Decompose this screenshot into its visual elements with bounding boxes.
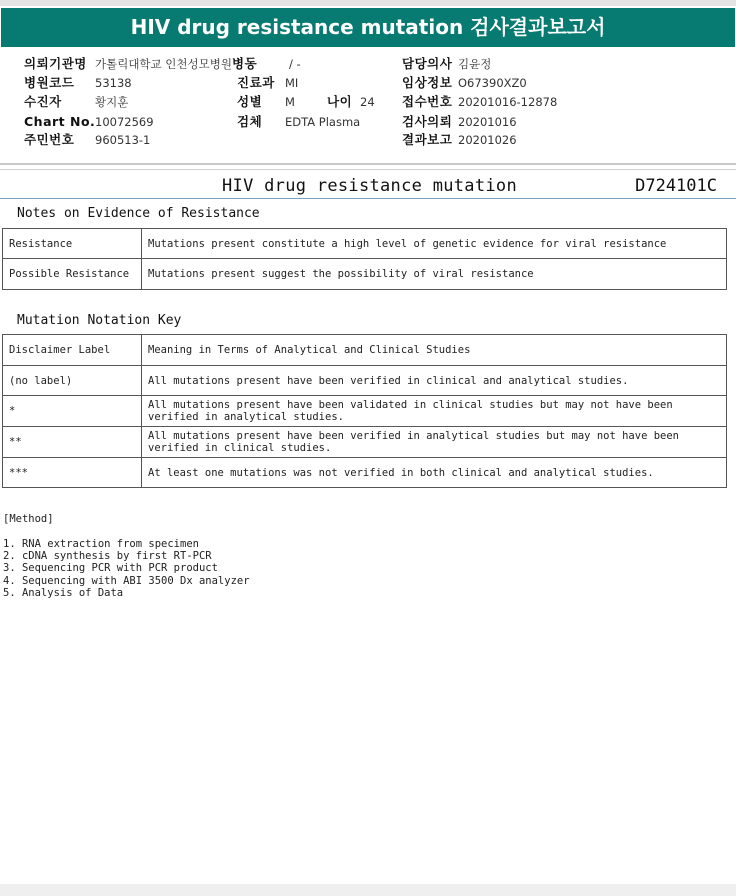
- label-resident-number: 주민번호: [24, 132, 75, 147]
- report-code: D724101C: [635, 176, 717, 196]
- value-sex: M: [285, 95, 295, 109]
- method-step: 3. Sequencing PCR with PCR product: [3, 562, 218, 575]
- method-heading: [Method]: [3, 513, 54, 525]
- notation-label: ***: [3, 458, 142, 488]
- notation-heading: Mutation Notation Key: [17, 313, 182, 328]
- label-chart-no: Chart No.: [24, 114, 96, 129]
- patient-info-section: [0, 49, 736, 165]
- value-hospital-code: 53138: [95, 76, 132, 90]
- report-title: HIV drug resistance mutation: [222, 176, 517, 196]
- notation-label: Disclaimer Label: [3, 335, 142, 366]
- table-row: [3, 335, 727, 366]
- notation-table: [2, 334, 727, 488]
- value-receipt-number: 20201016-12878: [458, 95, 558, 109]
- notation-label: (no label): [3, 366, 142, 396]
- label-patient-name: 수진자: [24, 94, 62, 109]
- label-report-date: 결과보고: [402, 132, 453, 147]
- table-row: [3, 366, 727, 396]
- method-step: 1. RNA extraction from specimen: [3, 538, 199, 550]
- evidence-text: Mutations present suggest the possibility of viral resistance: [142, 259, 727, 290]
- info-row: [0, 55, 736, 73]
- evidence-table: [2, 228, 727, 290]
- info-row: [0, 131, 736, 149]
- table-row: [3, 259, 727, 290]
- label-attending-doctor: 담당의사: [402, 56, 453, 71]
- notation-label: **: [3, 427, 142, 458]
- report-title-bar: [0, 172, 736, 198]
- label-sex: 성별: [237, 94, 263, 109]
- evidence-heading: Notes on Evidence of Resistance: [17, 206, 260, 221]
- method-step: 5. Analysis of Data: [3, 586, 124, 599]
- label-age: 나이: [327, 94, 353, 109]
- notation-text: All mutations present have been validated in clinical studies but may not have been verified in analytical studies.: [142, 396, 727, 427]
- table-row: [3, 396, 727, 427]
- notation-text: All mutations present have been verified in analytical studies but may not have been verified in clinical studies.: [142, 427, 727, 458]
- value-requesting-institution: 가톨릭대학교 인천성모병원: [95, 57, 232, 71]
- value-department: MI: [285, 76, 299, 90]
- label-specimen: 검체: [237, 114, 263, 129]
- value-age: 24: [360, 95, 375, 109]
- value-attending-doctor: 김윤정: [458, 57, 492, 71]
- value-test-request-date: 20201016: [458, 115, 517, 129]
- top-border: [0, 0, 736, 6]
- evidence-label: Possible Resistance: [3, 259, 142, 290]
- table-row: [3, 229, 727, 259]
- table-row: [3, 458, 727, 488]
- notation-text: Meaning in Terms of Analytical and Clinical Studies: [142, 335, 727, 366]
- label-test-request-date: 검사의뢰: [402, 114, 453, 129]
- table-row: [3, 427, 727, 458]
- info-row: [0, 113, 736, 131]
- bottom-border: [0, 884, 736, 896]
- label-receipt-number: 접수번호: [402, 94, 453, 109]
- divider: [0, 169, 736, 170]
- label-requesting-institution: 의뢰기관명: [24, 56, 87, 71]
- notation-text: At least one mutations was not verified in both clinical and analytical studies.: [142, 458, 727, 488]
- notation-text: All mutations present have been verified in clinical and analytical studies.: [142, 366, 727, 396]
- method-section: [3, 513, 250, 599]
- value-resident-number: 960513-1: [95, 133, 151, 147]
- label-hospital-code: 병원코드: [24, 75, 75, 90]
- label-clinical-info: 임상정보: [402, 75, 453, 90]
- label-ward: 병동: [232, 56, 258, 71]
- evidence-text: Mutations present constitute a high level of genetic evidence for viral resistance: [142, 229, 727, 259]
- value-chart-no: 10072569: [95, 115, 154, 129]
- evidence-label: Resistance: [3, 229, 142, 259]
- value-clinical-info: O67390XZ0: [458, 76, 527, 90]
- info-row: [0, 74, 736, 92]
- notation-label: *: [3, 396, 142, 427]
- title-underline: [0, 198, 736, 199]
- label-department: 진료과: [237, 75, 275, 90]
- value-report-date: 20201026: [458, 133, 517, 147]
- method-step: 4. Sequencing with ABI 3500 Dx analyzer: [3, 574, 250, 587]
- value-ward: / -: [289, 57, 301, 71]
- info-row: [0, 93, 736, 111]
- method-step: 2. cDNA synthesis by first RT-PCR: [3, 550, 212, 563]
- value-specimen: EDTA Plasma: [285, 115, 361, 129]
- report-banner-title: HIV drug resistance mutation 검사결과보고서: [1, 8, 735, 47]
- value-patient-name: 황지훈: [95, 95, 129, 109]
